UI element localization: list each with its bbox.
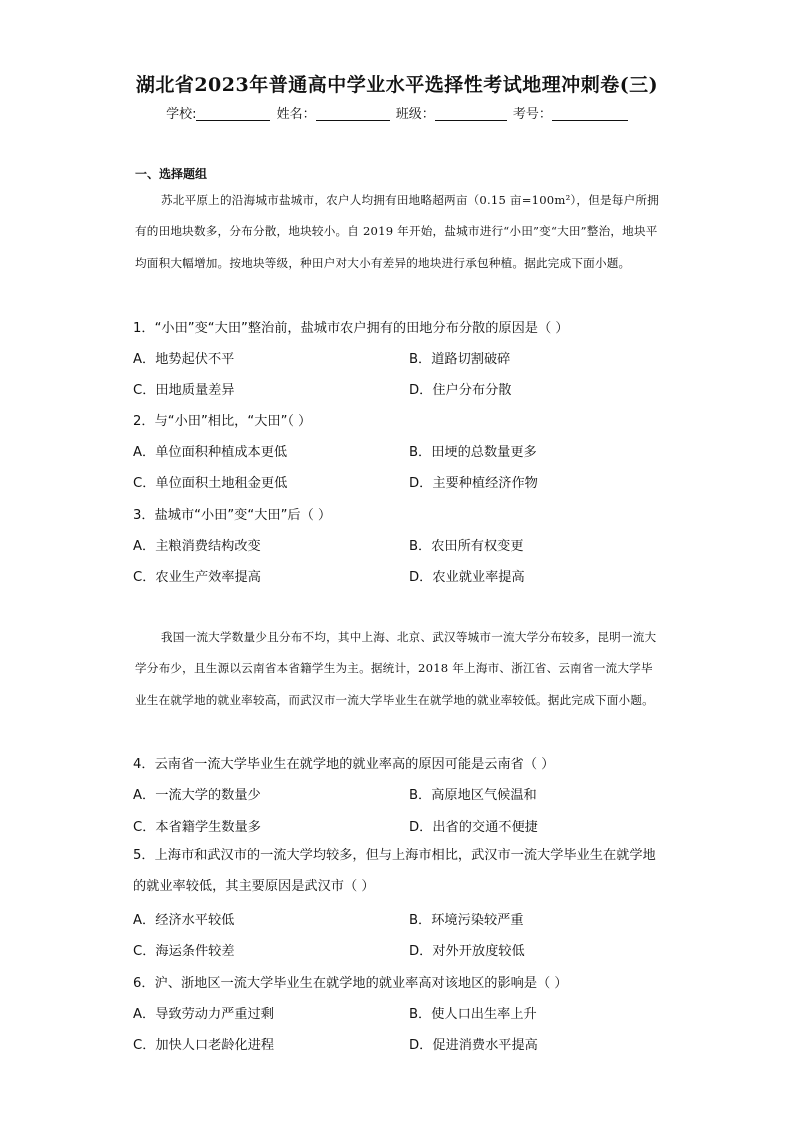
number-label: 考号：	[512, 107, 552, 122]
question-3-option-b[interactable]: B．农田所有权变更	[409, 539, 524, 554]
question-1-stem: 1．“小田”变“大田”整治前，盐城市农户拥有的田地分布分散的原因是（ ）	[133, 321, 569, 336]
question-5-stem: 5．上海市和武汉市的一流大学均较多，但与上海市相比，武汉市一流大学毕业生在就学地的就业率较低，其主要原因是武汉市（ ）	[133, 848, 656, 894]
question-5-option-b[interactable]: B．环境污染较严重	[409, 913, 524, 928]
question-1-option-a[interactable]: A．地势起伏不平	[133, 352, 235, 367]
question-5-option-a[interactable]: A．经济水平较低	[133, 913, 235, 928]
class-label: 班级：	[395, 107, 435, 122]
question-2-option-c[interactable]: C．单位面积土地租金更低	[133, 476, 288, 491]
school-blank[interactable]	[196, 106, 270, 121]
question-6-option-c[interactable]: C．加快人口老龄化进程	[133, 1038, 275, 1053]
question-4-stem: 4．云南省一流大学毕业生在就学地的就业率高的原因可能是云南省（ ）	[133, 757, 555, 772]
number-blank[interactable]	[552, 106, 628, 121]
question-4-option-b[interactable]: B．高原地区气候温和	[409, 788, 537, 803]
name-blank[interactable]	[316, 106, 390, 121]
question-2-option-d[interactable]: D．主要种植经济作物	[409, 476, 538, 491]
question-6-option-d[interactable]: D．促进消费水平提高	[409, 1038, 538, 1053]
passage-2: 我国一流大学数量少且分布不均，其中上海、北京、武汉等城市一流大学分布较多，昆明一流大学分布少，且生源以云南省本省籍学生为主。据统计，2018 年上海市、浙江省、云南省一流大学毕业生在就学地的就业率较高，而武汉市一流大学毕业生在就学地的就业率较低。据此完成下面小题。	[135, 630, 657, 707]
question-4-option-d[interactable]: D．出省的交通不便捷	[409, 820, 538, 835]
question-2-option-a[interactable]: A．单位面积种植成本更低	[133, 445, 288, 460]
question-6-option-a[interactable]: A．导致劳动力严重过剩	[133, 1007, 274, 1022]
question-4-option-a[interactable]: A．一流大学的数量少	[133, 788, 261, 803]
question-2-option-b[interactable]: B．田埂的总数量更多	[409, 445, 537, 460]
question-3-stem: 3．盐城市“小田”变“大田”后（ ）	[133, 508, 332, 523]
school-label: 学校:	[166, 107, 197, 122]
question-4-option-c[interactable]: C．本省籍学生数量多	[133, 820, 261, 835]
question-5-option-c[interactable]: C．海运条件较差	[133, 944, 235, 959]
question-6-stem: 6．沪、浙地区一流大学毕业生在就学地的就业率高对该地区的影响是（ ）	[133, 976, 568, 991]
question-6-option-b[interactable]: B．使人口出生率上升	[409, 1007, 537, 1022]
question-1-option-b[interactable]: B．道路切割破碎	[409, 352, 511, 367]
question-3-option-d[interactable]: D．农业就业率提高	[409, 570, 525, 585]
question-3-option-a[interactable]: A．主粮消费结构改变	[133, 539, 261, 554]
exam-title: 湖北省2023年普通高中学业水平选择性考试地理冲刺卷(三)	[135, 74, 659, 96]
student-info-line	[0, 103, 794, 122]
question-1-option-c[interactable]: C．田地质量差异	[133, 383, 235, 398]
question-2-stem: 2．与“小田”相比，“大田”（ ）	[133, 414, 312, 429]
passage-1: 苏北平原上的沿海城市盐城市，农户人均拥有田地略超两亩（0.15 亩=100m²），但是每户所拥有的田地块数多，分布分散，地块较小。自 2019 年开始，盐城市进行“小田”变“大田”整治，地块平均面积大幅增加。按地块等级，种田户对大小有差异的地块进行承包种植。据此完成下面小题。	[135, 193, 659, 270]
class-blank[interactable]	[435, 106, 507, 121]
name-label: 姓名：	[276, 107, 316, 122]
question-5-option-d[interactable]: D．对外开放度较低	[409, 944, 525, 959]
section-heading: 一、选择题组	[135, 167, 208, 181]
question-3-option-c[interactable]: C．农业生产效率提高	[133, 570, 261, 585]
question-1-option-d[interactable]: D．住户分布分散	[409, 383, 512, 398]
